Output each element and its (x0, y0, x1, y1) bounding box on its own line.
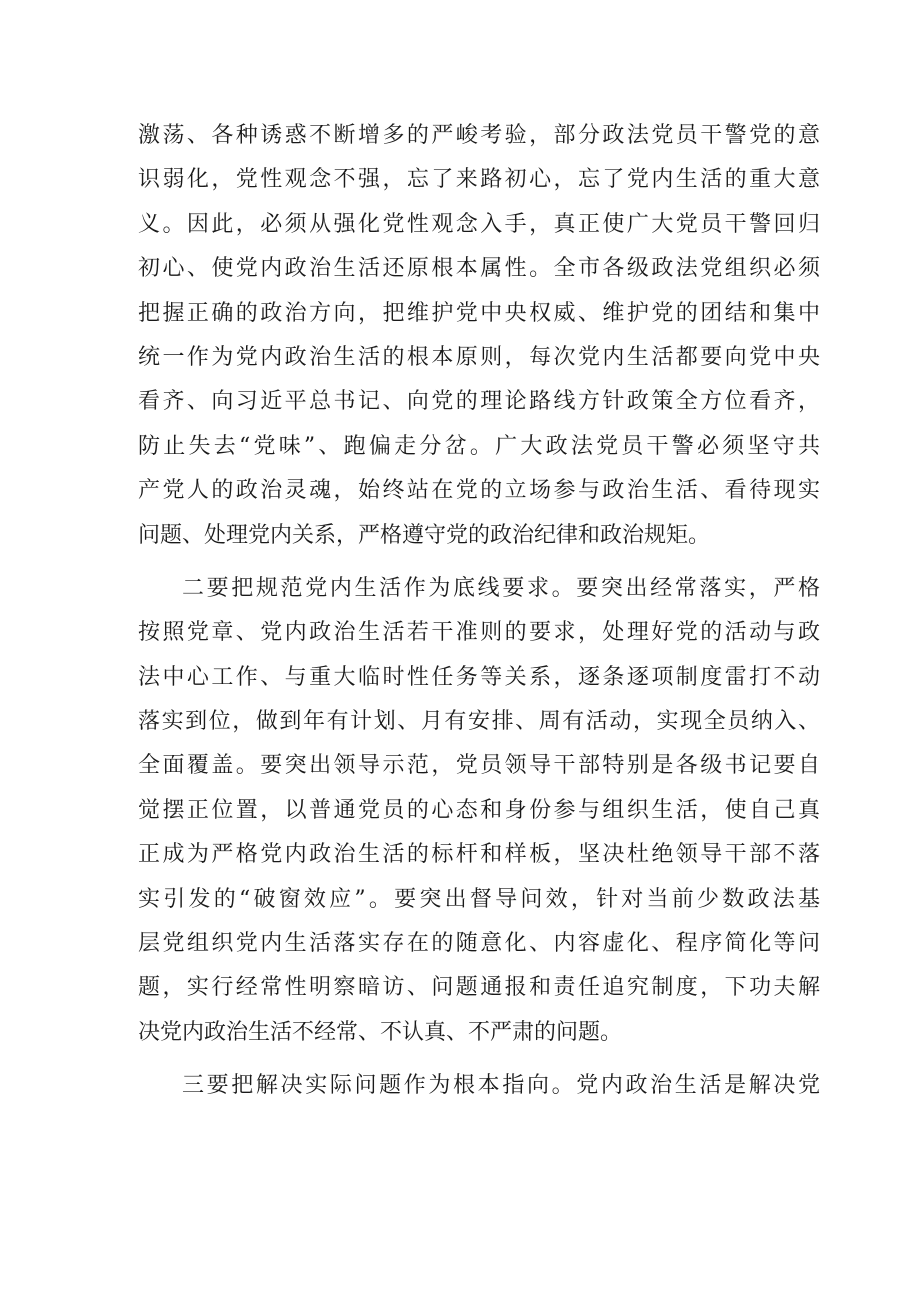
paragraph-line: 初心、使党内政治生活还原根本属性。全市各级政法党组织必须 (138, 256, 820, 282)
paragraph-1 (138, 114, 820, 558)
paragraph-line: 层党组织党内生活落实存在的随意化、内容虚化、程序简化等问 (138, 931, 820, 957)
document-body (138, 114, 820, 1109)
paragraph-line: 防止失去“党味”、跑偏走分岔。广大政法党员干警必须坚守共 (138, 433, 820, 459)
paragraph-line: 看齐、向习近平总书记、向党的理论路线方针政策全方位看齐， (138, 389, 820, 415)
paragraph-2 (138, 567, 820, 1055)
paragraph-line: 激荡、各种诱惑不断增多的严峻考验，部分政法党员干警党的意 (138, 123, 820, 148)
paragraph-line: 正成为严格党内政治生活的标杆和样板，坚决杜绝领导干部不落 (138, 842, 820, 868)
paragraph-line: 法中心工作、与重大临时性任务等关系，逐条逐项制度雷打不动 (138, 664, 820, 690)
paragraph-line: 按照党章、党内政治生活若干准则的要求，处理好党的活动与政 (138, 620, 820, 646)
paragraph-line: 觉摆正位置，以普通党员的心态和身份参与组织生活，使自己真 (138, 797, 820, 823)
paragraph-line: 问题、处理党内关系，严格遵守党的政治纪律和政治规矩。 (138, 522, 711, 548)
paragraph-line: 把握正确的政治方向，把维护党中央权威、维护党的团结和集中 (138, 300, 820, 326)
paragraph-line: 统一作为党内政治生活的根本原则，每次党内生活都要向党中央 (138, 344, 820, 370)
paragraph-line: 义。因此，必须从强化党性观念入手，真正使广大党员干警回归 (138, 211, 820, 237)
paragraph-line: 全面覆盖。要突出领导示范，党员领导干部特别是各级书记要自 (138, 753, 820, 779)
paragraph-line: 三要把解决实际问题作为根本指向。党内政治生活是解决党 (182, 1073, 820, 1099)
paragraph-line: 产党人的政治灵魂，始终站在党的立场参与政治生活、看待现实 (138, 478, 820, 504)
paragraph-gap (138, 1055, 820, 1064)
paragraph-line: 决党内政治生活不经常、不认真、不严肃的问题。 (138, 1019, 623, 1045)
paragraph-line: 落实到位，做到年有计划、月有安排、周有活动，实现全员纳入、 (138, 709, 820, 735)
paragraph-3 (138, 1064, 820, 1108)
paragraph-line: 题，实行经常性明察暗访、问题通报和责任追究制度，下功夫解 (138, 975, 820, 1001)
paragraph-gap (138, 558, 820, 567)
paragraph-line: 识弱化，党性观念不强，忘了来路初心，忘了党内生活的重大意 (138, 167, 820, 193)
paragraph-line: 二要把规范党内生活作为底线要求。要突出经常落实，严格 (182, 575, 820, 601)
paragraph-line: 实引发的“破窗效应”。要突出督导问效，针对当前少数政法基 (138, 886, 820, 912)
